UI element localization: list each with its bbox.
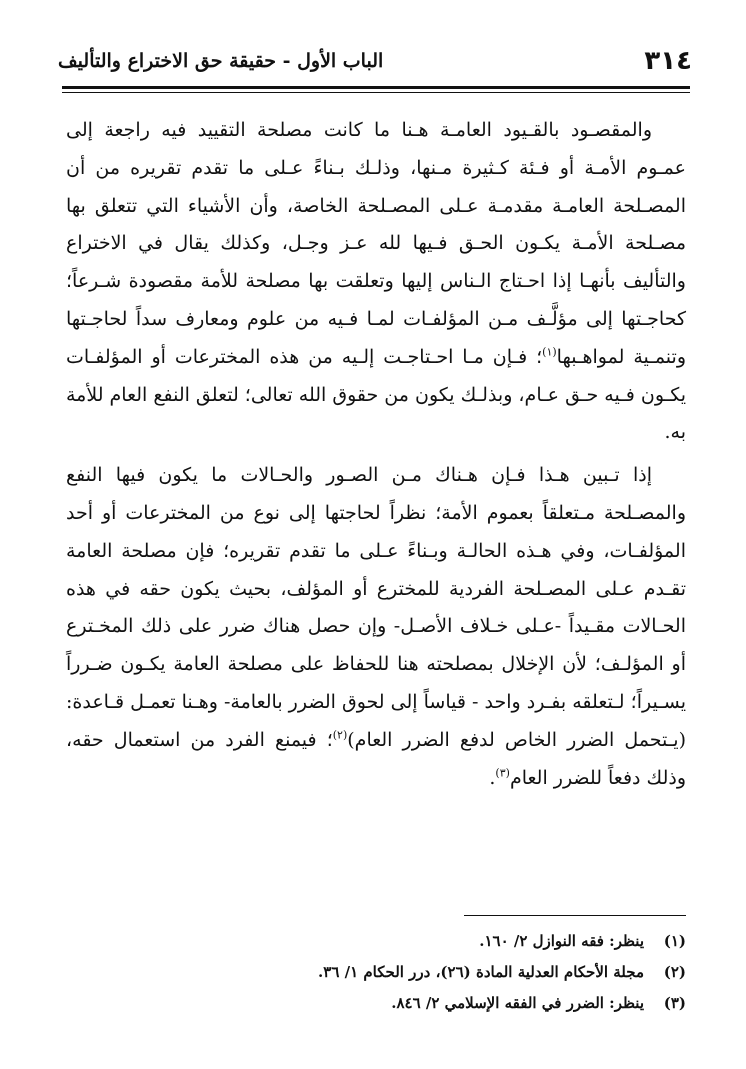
paragraph-1-text-b: ؛ فـإن مـا احـتاجـت إلـيه من هذه المخترعات أو المؤلفـات يكـون فـيه حـق عـام، وبذلـك يكون من حقوق الله تعالى؛ لتعلق النفع العام للأمة به. — [66, 345, 686, 444]
footnote-3 — [66, 988, 686, 1019]
footnotes — [66, 926, 686, 1019]
paragraph-1-text-a: والمقصـود بالقـيود العامـة هـنا ما كانت مصلحة التقييد فيه راجعة إلى عمـوم الأمـة أو فـئة كـثيرة مـنها، وذلـك بـناءً عـلى ما تقدم تقريره من أن المصـلحة العامـة مقدمـة عـلى المصـلحة الخاصة، وأن الأشياء التي تتعلق بها مصـلحة الأمـة يكـون الحـق فـيها لله عـز وجـل، وكذلك يقال في الاختراع والتأليف بأنهـا إذا احـتاج الـناس إليها وتعلقت بها مصلحة للأمة مقصودة شـرعاً؛ كحاجـتها إلى مؤلَّـف مـن المؤلفـات لمـا فـيه من علوم ومعارف سداً لحاجـتها وتنمـية لمواهـبها — [66, 119, 686, 368]
footnote-1 — [66, 926, 686, 957]
footnote-1-number: (١) — [663, 932, 686, 950]
footnote-separator — [464, 915, 686, 916]
page-header — [58, 44, 694, 80]
paragraph-2 — [66, 457, 686, 797]
footnote-ref-2: (٢) — [332, 728, 348, 742]
header-rule-thick — [62, 86, 690, 89]
footnote-2-number: (٢) — [663, 963, 686, 981]
footnote-2 — [66, 957, 686, 988]
footnote-3-number: (٣) — [663, 994, 686, 1012]
paragraph-2-text-c: . — [489, 766, 496, 789]
footnote-2-text: مجلة الأحكام العدلية المادة (٢٦)، درر الحكام ١/ ٣٦. — [318, 963, 644, 981]
page-number: ٣١٤ — [644, 46, 692, 76]
footnote-3-text: ينظر: الضرر في الفقه الإسلامي ٢/ ٨٤٦. — [391, 994, 644, 1012]
paragraph-1 — [66, 112, 686, 452]
header-rule-thin — [62, 92, 690, 93]
paragraph-2-text-a: إذا تـبين هـذا فـإن هـناك مـن الصـور والحـالات ما يكون فيها النفع والمصـلحة مـتعلقاً بعموم الأمة؛ نظراً لحاجتها إلى نوع من المخترعات أو أحد المؤلفـات، وفي هـذه الحالـة وبـناءً عـلى ما تقدم تقريره؛ فإن مصلحة العامة تقـدم عـلى المصـلحة الفردية للمخترع أو المؤلف، بحيث يكون حقه في هذه الحـالات مقـيداً -عـلى خـلاف الأصـل- وإن حصل هناك ضرر على ذلك المخـترع أو المؤلـف؛ لأن الإخلال بمصلحته هنا للحفاظ على مصلحة العامة يكـون ضـرراً يسـيراً؛ لـتعلقه بفـرد واحد - قياساً إلى لحوق الضرر بالعامة- وهـنا تعمـل قـاعدة: (يـتحمل الضرر الخاص لدفع الضرر العام) — [66, 464, 686, 751]
main-text — [66, 112, 686, 797]
paragraph-2-text-b: ؛ فيمنع الفرد من استعمال حقه، وذلك دفعاً للضرر العام — [66, 728, 686, 789]
running-title: الباب الأول - حقيقة حق الاختراع والتأليف — [58, 50, 384, 72]
footnote-ref-3: (٣) — [495, 766, 510, 780]
footnote-1-text: ينظر: فقه النوازل ٢/ ١٦٠. — [479, 932, 644, 950]
footnote-ref-1: (١) — [542, 345, 557, 359]
